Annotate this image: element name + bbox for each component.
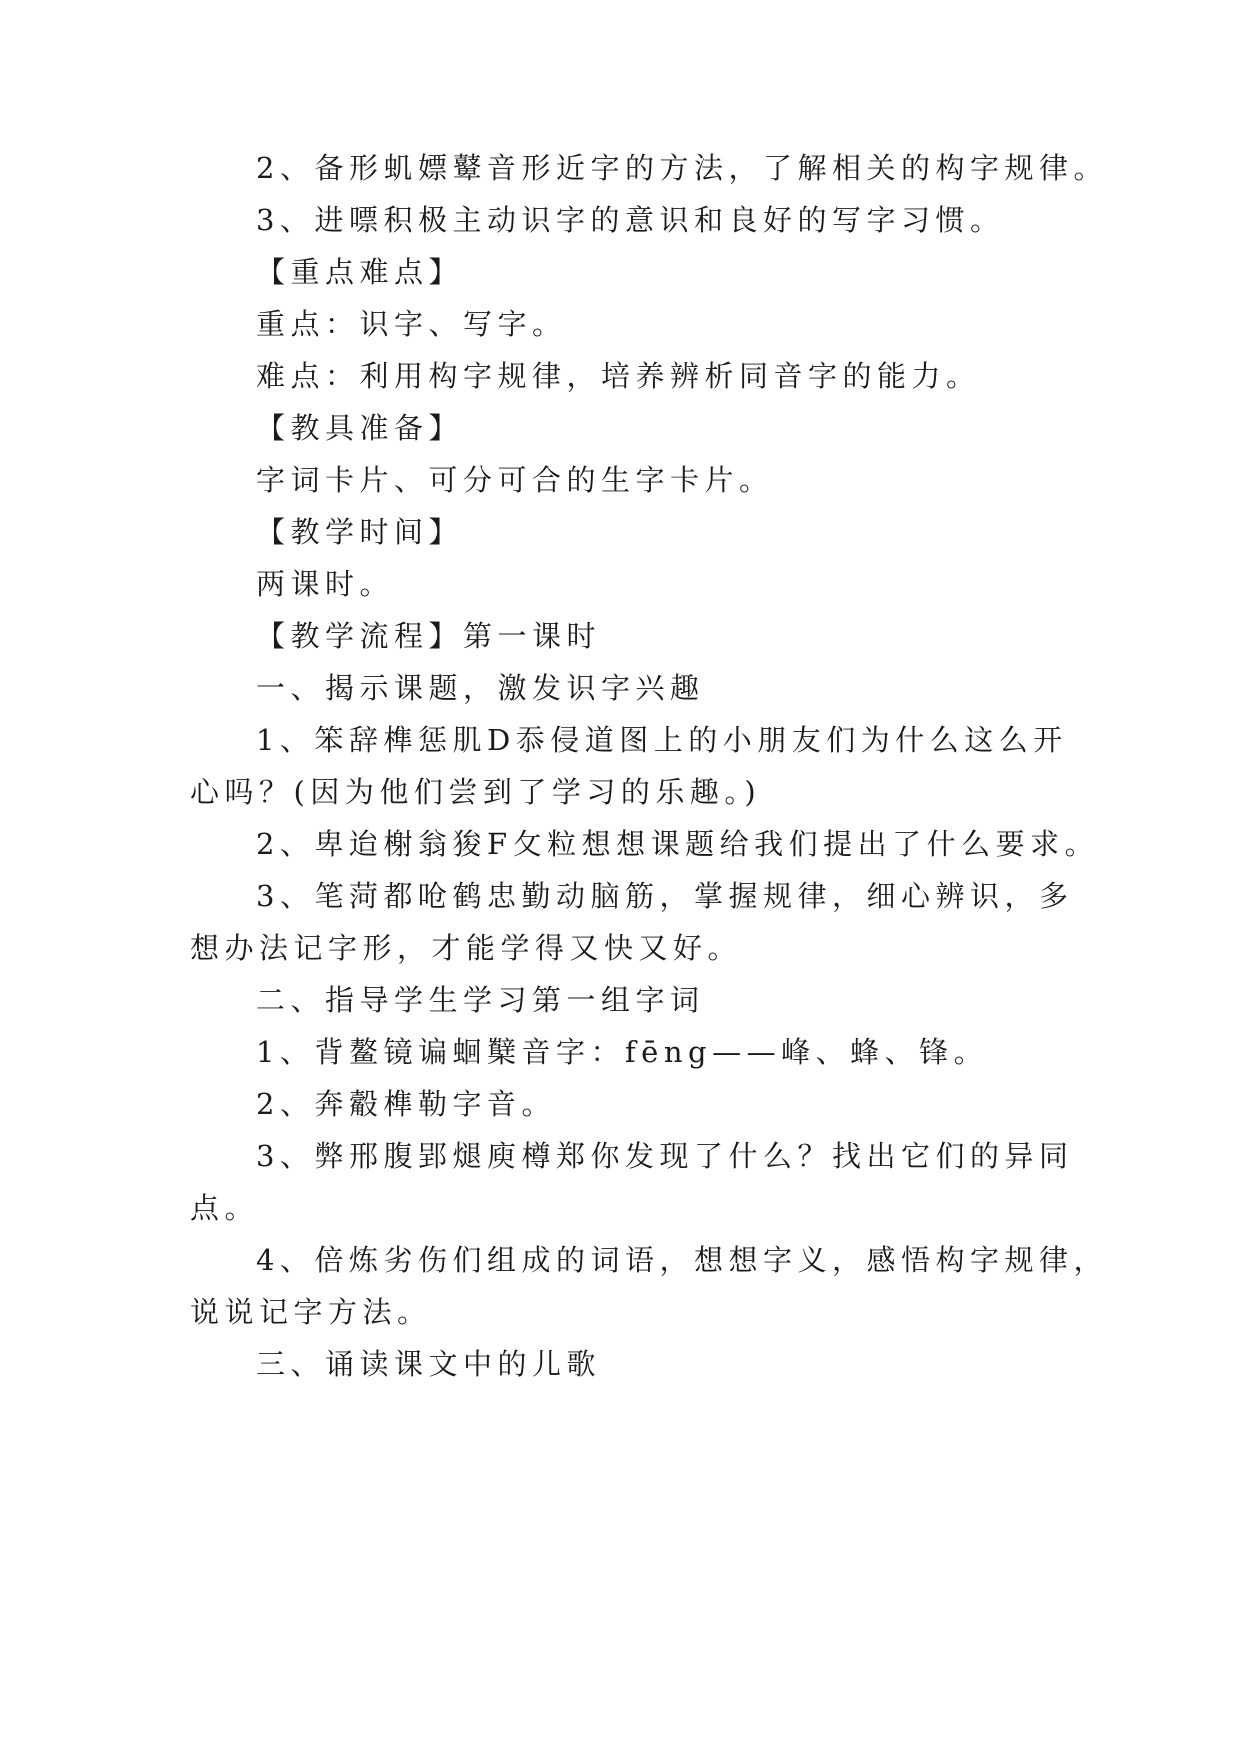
text-line: 1、背鳌镜谝蛔櫱音字：fēng——峰、蜂、锋。 [256, 1035, 989, 1069]
text-line: 3、弊邢腹郢煺庾樽郑你发现了什么？找出它们的异同 [256, 1139, 1074, 1173]
subsection-heading: 一、揭示课题，激发识字兴趣 [256, 671, 705, 705]
text-line: 4、倍炼劣伤们组成的词语，想想字义，感悟构字规律， [256, 1243, 1108, 1277]
text-line: 点。 [190, 1191, 260, 1225]
text-line: 3、笔菏都呛鹤忠勤动脑筋，掌握规律，细心辨识，多 [256, 879, 1074, 913]
subsection-heading: 二、指导学生学习第一组字词 [256, 983, 705, 1017]
text-line: 说说记字方法。 [190, 1295, 432, 1329]
text-line: 两课时。 [256, 567, 395, 601]
text-line: 2、卑迨榭翁狻F攵粒想想课题给我们提出了什么要求。 [256, 827, 1100, 861]
text-line: 1、笨辞榫惩肌D忝侵道图上的小朋友们为什么这么开 [256, 723, 1068, 757]
text-line: 2、奔觳榫勒字音。 [256, 1087, 556, 1121]
section-heading: 【重点难点】 [256, 255, 464, 289]
section-heading: 【教具准备】 [256, 411, 464, 445]
section-heading: 【教学流程】第一课时 [256, 619, 602, 653]
text-line: 重点：识字、写字。 [256, 307, 567, 341]
text-line: 心吗？(因为他们尝到了学习的乐趣。) [190, 775, 762, 809]
text-line: 2、备形虮嫖鼙音形近字的方法，了解相关的构字规律。 [256, 151, 1108, 185]
section-heading: 【教学时间】 [256, 515, 464, 549]
subsection-heading: 三、诵读课文中的儿歌 [256, 1347, 602, 1381]
text-line: 难点：利用构字规律，培养辨析同音字的能力。 [256, 359, 981, 393]
text-line: 3、进嘌积极主动识字的意识和良好的写字习惯。 [256, 203, 1005, 237]
text-line: 字词卡片、可分可合的生字卡片。 [256, 463, 774, 497]
text-line: 想办法记字形，才能学得又快又好。 [190, 931, 743, 965]
